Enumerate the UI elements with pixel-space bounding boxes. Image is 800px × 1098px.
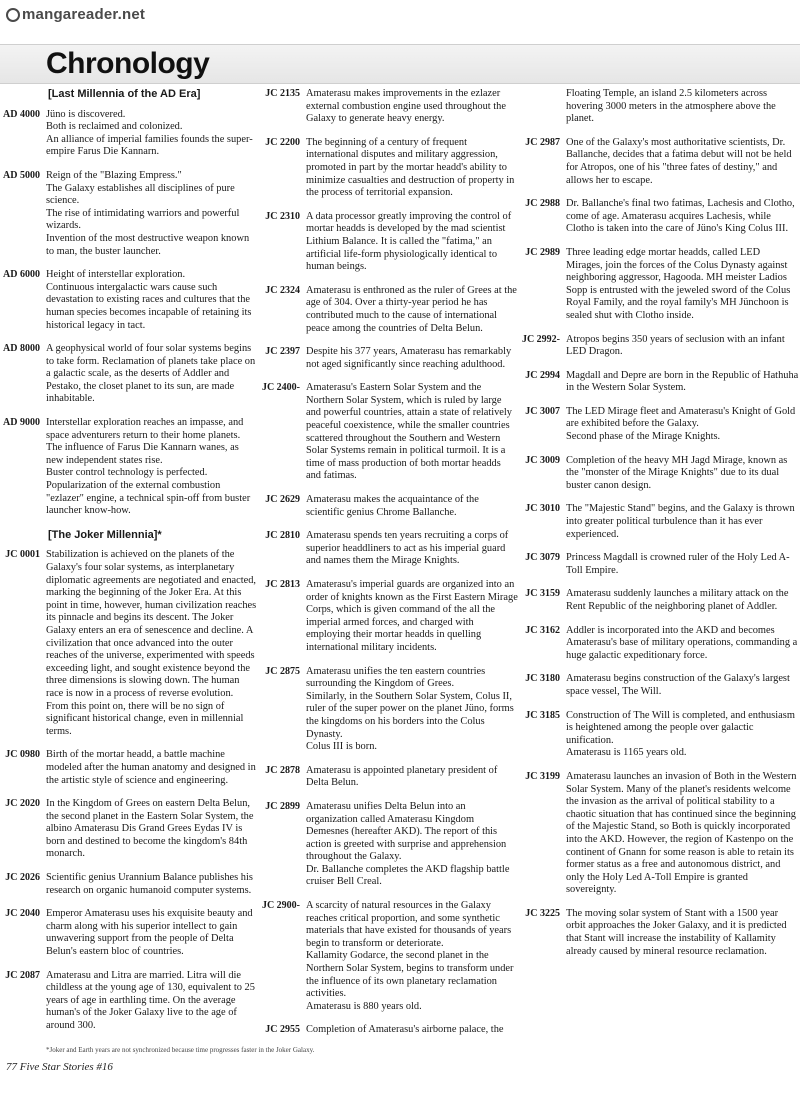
entry-line: Amaterasu's Eastern Solar System and the Northern Solar System, which is ruled by large and powerful countries, attain a state of relatively peaceful coexistence, while the smaller countries scattered throughout the Southern and Western Solar Systems remain in political turmoil. It is a time of mass production of both mortar headds and fatimas.: [306, 382, 513, 482]
chronology-entry: [0, 872, 258, 897]
entry-date: JC 3199: [525, 770, 560, 782]
section-heading: [The Joker Millennia]*: [48, 528, 162, 541]
chronology-entry: [260, 579, 518, 655]
entry-date: AD 4000: [3, 108, 40, 120]
chronology-entry: [0, 269, 258, 332]
chronology-entry: [260, 1024, 518, 1037]
entry-text: [306, 88, 518, 126]
entry-date: JC 3225: [525, 907, 560, 919]
entry-line: Scientific genius Urannium Balance publishes his research on organic humanoid computer systems.: [46, 872, 253, 896]
chronology-entry: [260, 88, 518, 126]
chronology-entry: [0, 549, 258, 738]
entry-text: [566, 552, 799, 577]
entry-line: Buster control technology is perfected.: [46, 467, 208, 479]
entry-line: Reign of the "Blazing Empress.": [46, 169, 182, 181]
entry-date: JC 2629: [265, 494, 300, 506]
watermark: [6, 6, 145, 23]
entry-line: Jüno is discovered.: [46, 108, 126, 120]
entry-date: JC 2955: [265, 1024, 300, 1036]
entry-line: Continuous intergalactic wars cause such devastation to existing races and cultures that the human species becomes incapable of retaining its historical legacy in tact.: [46, 281, 252, 331]
entry-line: Colus III is born.: [306, 741, 377, 753]
entry-line: Emperor Amaterasu uses his exquisite beauty and charm along with his superior intellect to gain unwavering support from the people of Delta Belun's eastern bloc of countries.: [46, 908, 253, 958]
entry-date: JC 2020: [5, 798, 40, 810]
entry-date: JC 2813: [265, 579, 300, 590]
chronology-entry: [519, 710, 799, 760]
entry-line: Amaterasu makes improvements in the ezlazer external combustion engine used throughout the Galaxy to generate heavy energy.: [306, 88, 506, 125]
entry-line: A data processor greatly improving the control of mortar headds is developed by the mad scientist Lithium Balance. It is called the "fatima," an artificial life-form physiologically identical to human beings.: [306, 210, 512, 273]
entry-text: [306, 285, 518, 335]
entry-date: JC 3162: [525, 624, 560, 636]
chronology-entry: [519, 455, 799, 493]
entry-date: JC 3079: [525, 552, 560, 564]
entry-text: [566, 503, 799, 541]
chronology-entry: [260, 137, 518, 200]
entry-date: JC 2900-: [261, 900, 300, 912]
entry-date: AD 8000: [3, 343, 40, 355]
entry-text: [46, 970, 258, 1033]
entry-line: Amaterasu's imperial guards are organized into an order of knights known as the First Eastern Mirage Corps, which is given command of the all the imperial armed forces, and charged with employing their mortar headds in quelling international military incidents.: [306, 579, 518, 653]
entry-line: Height of interstellar exploration.: [46, 269, 186, 281]
chronology-entry: [260, 382, 518, 483]
entry-date: JC 2200: [265, 136, 300, 148]
entry-list: [0, 549, 258, 1032]
chronology-entry: [260, 285, 518, 335]
entry-date: JC 2026: [5, 872, 40, 884]
entry-line: Three leading edge mortar headds, called LED Mirages, join the forces of the Colus Dynasty against neighboring aggressor, Hagooda. MH meister Ladios Sopp is entrusted with the jeweled sword of the Colus Royal Family, and the royal family's MH Jünchoon is sealed shut with Clotho inside.: [566, 246, 791, 321]
entry-line: The LED Mirage fleet and Amaterasu's Knight of Gold are exhibited before the Galaxy.: [566, 405, 796, 430]
entry-text: [306, 1024, 518, 1037]
entry-line: Similarly, in the Southern Solar System, Colus II, ruler of the super power on the planet Jüno, forms the kingdoms on his borders into the Colus Dynasty.: [306, 690, 514, 740]
entry-date: JC 2400-: [261, 382, 300, 394]
chronology-entry: [0, 749, 258, 787]
entry-line: Interstellar exploration reaches an impasse, and space adventurers return to their home planets.: [46, 417, 244, 441]
entry-line: Dr. Ballanche completes the AKD flagship battle cruiser Bell Creal.: [306, 863, 510, 888]
page-title: Chronology: [46, 47, 210, 80]
entry-list: [0, 109, 258, 518]
entry-line: Amaterasu suddenly launches a military attack on the Rent Republic of the neighboring planet of Addler.: [566, 588, 789, 612]
chronology-entry: [260, 211, 518, 274]
chronology-entry: [0, 170, 258, 258]
entry-line: Amaterasu is 880 years old.: [306, 1000, 422, 1012]
entry-line: Completion of Amaterasu's airborne palace, the: [306, 1024, 504, 1036]
chronology-entry: [519, 137, 799, 187]
chronology-entry: [0, 417, 258, 518]
entry-line: The beginning of a century of frequent international disputes and military aggression, promoted in part by the mortar headd's ability to minimize casualties and destruction of property in the process of territorial expansion.: [306, 136, 515, 199]
entry-line: Construction of The Will is completed, and enthusiasm is heightened among the people over galactic unification.: [566, 709, 795, 746]
column-2: [260, 88, 518, 1048]
column-3: [519, 88, 799, 969]
entry-date: JC 3009: [525, 454, 560, 466]
chronology-entry: [0, 109, 258, 159]
entry-text: [46, 343, 258, 406]
chronology-entry: [519, 247, 799, 323]
entry-text: [566, 247, 799, 323]
entry-text: [566, 198, 799, 236]
chronology-entry: [519, 503, 799, 541]
entry-line: Addler is incorporated into the AKD and becomes Amaterasu's base of military operations, commanding a huge galactic expeditionary force.: [566, 624, 798, 661]
entry-text: [566, 370, 799, 395]
entry-text: [46, 549, 258, 738]
entry-text: [306, 801, 518, 889]
entry-text: [46, 269, 258, 332]
entry-line: The rise of intimidating warriors and powerful wizards.: [46, 207, 240, 232]
entry-date: JC 2040: [5, 908, 40, 920]
entry-date: JC 0980: [5, 749, 40, 761]
entry-date: AD 6000: [3, 269, 40, 281]
entry-line: Amaterasu launches an invasion of Both in the Western Solar System. Many of the planet's residents welcome the invasion as the arrival of political stability to a chaotic situation that has continued since the beginning of the Majestic Stand, so Both is quickly incorporated into the AKD. However, the region of Kastenpo on the continent of Gnann for some reason is able to retain its former status as a free and autonomous district, and only the Holy Led A-Toll Empire is granted sovereignty.: [566, 770, 797, 896]
entry-date: JC 2875: [265, 665, 300, 677]
entry-text: [566, 137, 799, 187]
entry-line: Amaterasu is appointed planetary president of Delta Belun.: [306, 764, 498, 789]
entry-line: Completion of the heavy MH Jagd Mirage, known as the "monster of the Mirage Knights" due to its dual buster canon design.: [566, 454, 788, 491]
entry-date: JC 2994: [525, 369, 560, 381]
entry-line: A scarcity of natural resources in the Galaxy reaches critical proportion, and some synthetic materials that have existed for thousands of years begin to transform or deteriorate.: [306, 900, 512, 949]
entry-date: AD 9000: [3, 417, 40, 429]
entry-date: JC 2878: [265, 764, 300, 776]
page-footer: 77 Five Star Stories #16: [6, 1061, 113, 1073]
entry-text: [566, 771, 799, 897]
entry-text: [306, 137, 518, 200]
entry-line: Amaterasu begins construction of the Galaxy's largest space vessel, The Will.: [566, 673, 790, 697]
entry-text: [566, 673, 799, 698]
entry-text: [566, 625, 799, 663]
chronology-entry: [519, 334, 799, 359]
entry-line: Amaterasu spends ten years recruiting a corps of superior headdliners to act as his imperial guard and names them the Mirage Knights.: [306, 530, 509, 567]
entry-line: The influence of Farus Die Kannarn wanes, as new independent states rise.: [46, 442, 239, 466]
entry-line: The "Majestic Stand" begins, and the Galaxy is thrown into greater political turbulence than it has ever experienced.: [566, 503, 795, 540]
chronology-entry: [260, 801, 518, 889]
entry-text: [306, 382, 518, 483]
column-1: [0, 88, 258, 1044]
entry-date: JC 2324: [265, 284, 300, 296]
entry-line: Popularization of the external combustion "ezlazer" engine, a technical spin-off from buster launcher know-how.: [46, 480, 251, 517]
entry-date: JC 2135: [265, 88, 300, 99]
entry-line: Amaterasu is 1165 years old.: [566, 747, 687, 759]
chronology-entry: [519, 406, 799, 444]
entry-date: JC 3180: [525, 673, 560, 685]
entry-date: JC 0001: [5, 549, 40, 561]
entry-date: JC 2087: [5, 969, 40, 981]
entry-text: [306, 346, 518, 371]
entry-line: One of the Galaxy's most authoritative scientists, Dr. Ballanche, decides that a fatima debut will not be held for Atropos, one of his "three fates of destiny," and allows her to escape.: [566, 136, 792, 186]
entry-line: Amaterasu unifies the ten eastern countries surrounding the Kingdom of Grees.: [306, 665, 486, 690]
entry-text: [306, 530, 518, 568]
entry-date: JC 3159: [525, 588, 560, 600]
entry-line: Kallamity Godarce, the second planet in the Northern Solar System, begins to transform under the influence of its own planetary reclamation activities.: [306, 950, 514, 1000]
entry-line: Stabilization is achieved on the planets of the Galaxy's four solar systems, as interplanetary diplomatic agreements are negotiated and enacted, marking the beginning of the Joker Era. At this point in time, however, human civilization reaches its pinnacle and begins its descent. The Joker Galaxy enters an era of senescence and decline. A civilization that once advanced into the outer reaches of the universe, experimented with speeds exceeding light, and sought existence beyond the three dimensions is slowing down. The human race is now in a process of reverse evolution. From this point on, there will be no sign of significant historical change, even in millennial terms.: [46, 549, 257, 737]
entry-text: [306, 579, 518, 655]
entry-date: JC 2310: [265, 210, 300, 222]
entry-date: JC 2987: [525, 136, 560, 148]
entry-date: JC 2899: [265, 800, 300, 812]
entry-text: [46, 908, 258, 958]
entry-date: JC 3007: [525, 405, 560, 417]
entry-text: [306, 666, 518, 754]
chronology-entry: [260, 666, 518, 754]
chronology-entry: [519, 198, 799, 236]
entry-line: In the Kingdom of Grees on eastern Delta Belun, the second planet in the Eastern Solar System, the albino Amaterasu Dis Grand Grees Eydas IV is born and destined to become the kingdom's 84th monarch.: [46, 798, 254, 860]
watermark-text: mangareader.net: [22, 6, 146, 23]
entry-text: [46, 749, 258, 787]
chronology-entry: [260, 530, 518, 568]
entry-text: [566, 588, 799, 613]
entry-text: [566, 710, 799, 760]
entry-text: [566, 908, 799, 958]
chronology-entry: [260, 494, 518, 519]
entry-date: JC 2989: [525, 246, 560, 258]
entry-date: JC 3185: [525, 709, 560, 721]
entry-line: Birth of the mortar headd, a battle machine modeled after the human anatomy and designed in the artistic style of science and engineering.: [46, 749, 256, 786]
entry-text: [46, 170, 258, 258]
entry-date: JC 2992-: [521, 333, 560, 345]
chronology-entry: [519, 552, 799, 577]
chronology-entry: [519, 771, 799, 897]
entry-text: [46, 872, 258, 897]
chronology-entry: [260, 346, 518, 371]
chronology-entry: [0, 970, 258, 1033]
entry-text: [46, 109, 258, 159]
chronology-entry: [519, 908, 799, 958]
chronology-entry: [519, 625, 799, 663]
entry-line: Dr. Ballanche's final two fatimas, Lachesis and Clotho, come of age. Amaterasu acquires Lachesis, while Clotho is taken into the care of Jüno's King Colus III.: [566, 198, 795, 235]
footnote: *Joker and Earth years are not synchronized because time progresses faster in the Joker Galaxy.: [46, 1046, 315, 1054]
entry-date: JC 2988: [525, 198, 560, 210]
continued-text: Floating Temple, an island 2.5 kilometers across hovering 3000 meters in the atmosphere above the planet.: [566, 88, 776, 125]
section-heading: [Last Millennia of the AD Era]: [48, 88, 201, 100]
entry-line: Amaterasu makes the acquaintance of the scientific genius Chrome Ballanche.: [306, 494, 479, 518]
entry-date: JC 3010: [525, 503, 560, 515]
entry-line: Despite his 377 years, Amaterasu has remarkably not aged significantly since reaching adulthood.: [306, 346, 512, 370]
entry-text: [306, 211, 518, 274]
entry-line: Princess Magdall is crowned ruler of the Holy Led A-Toll Empire.: [566, 552, 790, 576]
entry-text: [306, 900, 518, 1013]
entry-line: Atropos begins 350 years of seclusion with an infant LED Dragon.: [566, 333, 785, 358]
entry-line: Amaterasu and Litra are married. Litra will die childless at the young age of 130, equivalent to 25 years of age in earthling time. On the average human's of the Joker Galaxy live to the age of around 300.: [46, 969, 255, 1031]
entry-list: [260, 88, 518, 1037]
entry-date: AD 5000: [3, 169, 40, 181]
chronology-entry: [519, 370, 799, 395]
entry-text: [46, 798, 258, 861]
entry-line: Magdall and Depre are born in the Republic of Hathuha in the Western Solar System.: [566, 369, 799, 394]
chronology-entry: [260, 765, 518, 790]
entry-line: The Galaxy establishes all disciplines of pure science.: [46, 182, 235, 207]
entry-line: Second phase of the Mirage Knights.: [566, 431, 721, 443]
entry-line: Amaterasu unifies Delta Belun into an organization called Amaterasu Kingdom Demesnes (hereafter AKD). The report of this action is greeted with surprise and apprehension throughout the Galaxy.: [306, 800, 507, 863]
entry-line: Amaterasu is enthroned as the ruler of Grees at the age of 304. Over a thirty-year period he has contributed much to the cause of international peace among the countries of Delta Belun.: [306, 284, 517, 334]
chronology-entry: [0, 908, 258, 958]
entry-text: [306, 765, 518, 790]
chronology-entry: [519, 673, 799, 698]
entry-text: [306, 494, 518, 519]
entry-line: A geophysical world of four solar systems begins to take form. Reclamation of planets take place on a galactic scale, as the deserts of Addler and Pestako, the closet planet to its sun, are made inhabitable.: [46, 343, 256, 405]
chronology-entry: [519, 588, 799, 613]
entry-text: [46, 417, 258, 518]
entry-line: The moving solar system of Stant with a 1500 year orbit approaches the Joker Galaxy, and it is predicted that Stant will increase the instability of Kallamity already caused by mineral resource reclamation.: [566, 907, 787, 957]
entry-line: Invention of the most destructive weapon known to man, the buster launcher.: [46, 232, 250, 257]
chronology-entry: [0, 343, 258, 406]
entry-date: JC 2810: [265, 530, 300, 542]
chronology-entry: [260, 900, 518, 1013]
swirl-icon: [6, 8, 20, 22]
entry-line: Both is reclaimed and colonized.: [46, 121, 183, 133]
entry-text: [566, 334, 799, 359]
entry-text: [566, 406, 799, 444]
entry-list: [519, 137, 799, 958]
entry-date: JC 2397: [265, 346, 300, 358]
entry-line: An alliance of imperial families founds the super-empire Farus Die Kannarn.: [46, 133, 253, 158]
chronology-entry: [0, 798, 258, 861]
entry-text: [566, 455, 799, 493]
